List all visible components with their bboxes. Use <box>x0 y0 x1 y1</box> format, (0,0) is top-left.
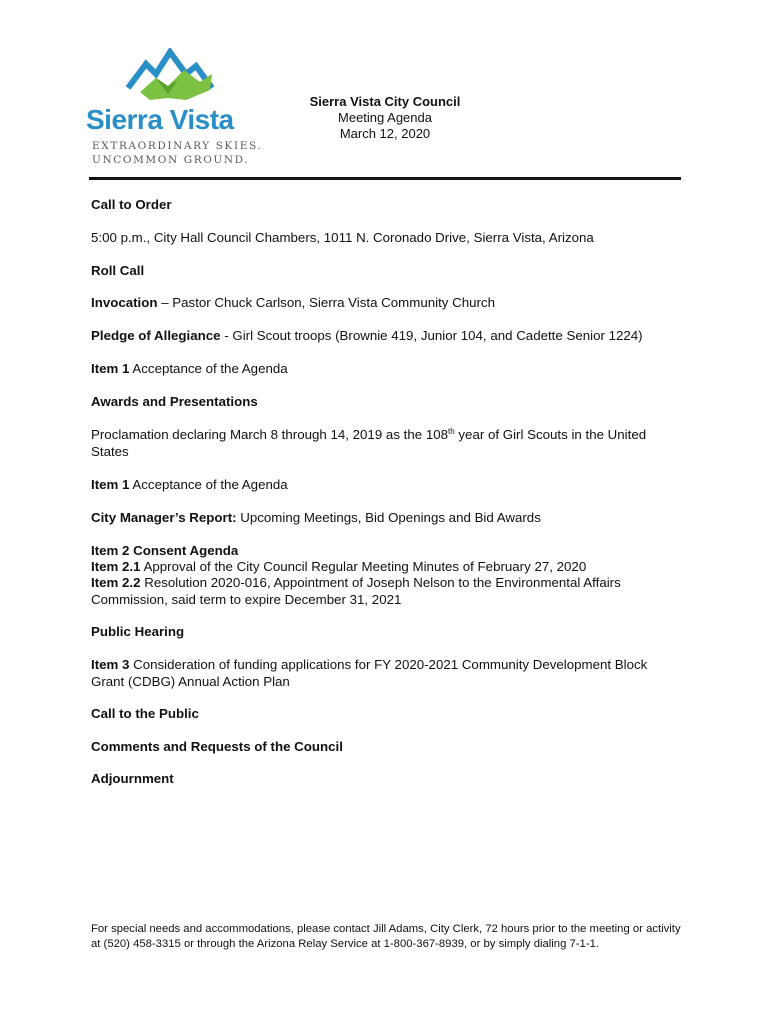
invocation-line <box>91 295 681 312</box>
pledge-line <box>91 328 681 345</box>
public-hearing-heading <box>91 624 681 641</box>
item-2-1-line <box>91 559 681 576</box>
call-to-public-heading <box>91 706 681 723</box>
header-divider <box>89 177 681 180</box>
document-header <box>285 94 485 142</box>
adjournment-heading <box>91 771 681 788</box>
item-1-line <box>91 361 681 378</box>
proclamation-paragraph <box>91 427 681 460</box>
item-1-repeat-text: Acceptance of the Agenda <box>129 477 288 492</box>
call-to-order-heading <box>91 197 681 214</box>
pledge-text: - Girl Scout troops (Brownie 419, Junior 104, and Cadette Senior 1224) <box>220 328 643 343</box>
comments-heading <box>91 739 681 756</box>
proclamation-text-end: year of Girl Scouts in the United States <box>91 427 647 459</box>
sierra-vista-logo <box>86 48 263 168</box>
item-1-label: Item 1 <box>91 361 130 376</box>
logo-wordmark: Sierra Vista <box>86 104 234 135</box>
item-2-heading <box>91 543 681 560</box>
item-3-text: Consideration of funding applications for FY 2020-2021 Community Development Block Grant (CDBG) Annual Action Plan <box>91 657 648 689</box>
public-hearing-label: Public Hearing <box>91 624 185 639</box>
pledge-label: Pledge of Allegiance <box>91 328 221 343</box>
logo-tagline-2: UNCOMMON GROUND. <box>92 154 250 166</box>
item-1-text: Acceptance of the Agenda <box>129 361 288 376</box>
item-2-2-paragraph <box>91 575 681 608</box>
item-3-label: Item 3 <box>91 657 130 672</box>
accommodations-footer: For special needs and accommodations, please contact Jill Adams, City Clerk, 72 hours prior to the meeting or activity at (520) 458-3315 or through the Arizona Relay Service at 1-800-367-8939, or by simply dialing 7-1-1. <box>91 923 681 950</box>
item-2-1-label: Item 2.1 <box>91 559 141 574</box>
roll-call-heading <box>91 263 681 280</box>
item-2-2-label: Item 2.2 <box>91 575 141 590</box>
awards-label: Awards and Presentations <box>91 394 258 409</box>
invocation-label: Invocation <box>91 295 158 310</box>
invocation-text: – Pastor Chuck Carlson, Sierra Vista Community Church <box>157 295 495 310</box>
item-2-2-text: Resolution 2020-016, Appointment of Joseph Nelson to the Environmental Affairs Commission, said term to expire December 31, 2021 <box>91 575 621 607</box>
awards-heading <box>91 394 681 411</box>
item-2-label: Item 2 Consent Agenda <box>91 543 239 558</box>
meeting-agenda-subtitle: Meeting Agenda <box>338 110 432 125</box>
council-title: Sierra Vista City Council <box>309 94 461 109</box>
item-1-repeat-line <box>91 477 681 494</box>
proclamation-text-start: Proclamation declaring March 8 through 14, 2019 as the 108 <box>91 427 449 442</box>
call-to-public-label: Call to the Public <box>91 706 199 721</box>
comments-label: Comments and Requests of the Council <box>91 739 343 754</box>
roll-call-label: Roll Call <box>91 263 145 278</box>
meeting-date: March 12, 2020 <box>339 126 431 141</box>
proclamation-ordinal: th <box>448 427 455 436</box>
call-to-order-label: Call to Order <box>91 197 172 212</box>
city-manager-line <box>91 510 681 527</box>
mountains-logo-icon <box>126 48 214 102</box>
meeting-location: 5:00 p.m., City Hall Council Chambers, 1011 N. Coronado Drive, Sierra Vista, Arizona <box>91 230 594 245</box>
adjournment-label: Adjournment <box>91 771 174 786</box>
city-manager-label: City Manager’s Report: <box>91 510 237 525</box>
city-manager-text: Upcoming Meetings, Bid Openings and Bid Awards <box>236 510 541 525</box>
logo-tagline-1: EXTRAORDINARY SKIES. <box>92 140 263 152</box>
item-3-paragraph <box>91 657 681 690</box>
item-1-repeat-label: Item 1 <box>91 477 130 492</box>
item-2-1-text: Approval of the City Council Regular Meeting Minutes of February 27, 2020 <box>140 559 587 574</box>
